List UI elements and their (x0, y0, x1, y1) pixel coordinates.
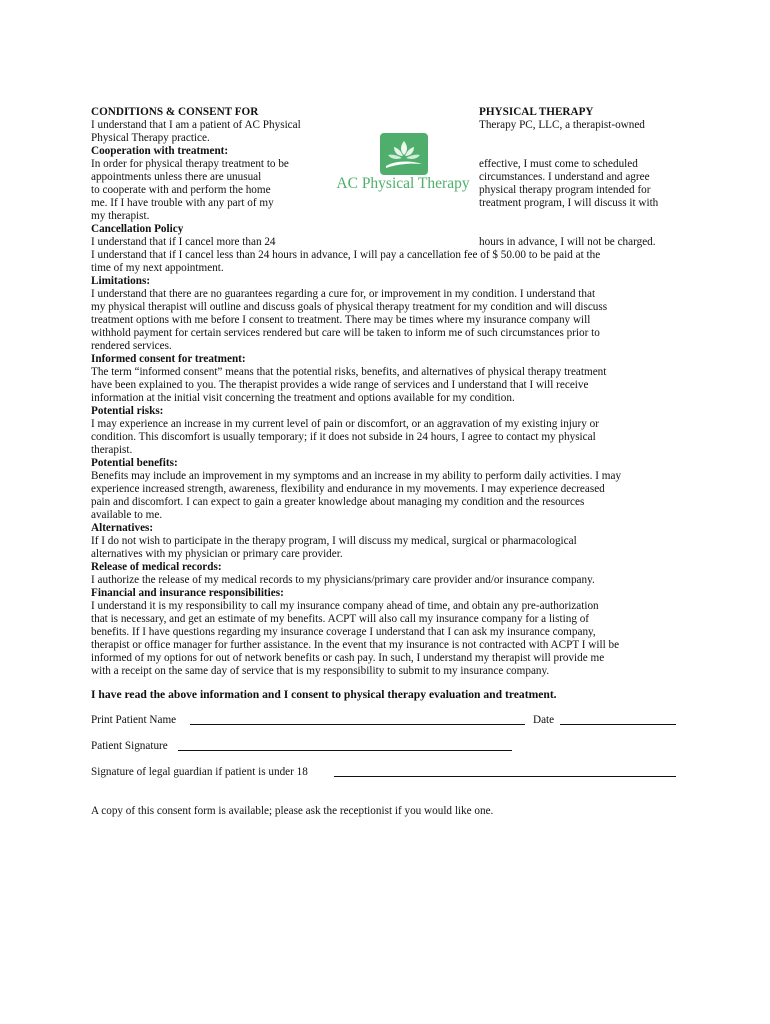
section-line-right: circumstances. I understand and agree (479, 171, 650, 183)
section-line: my physical therapist will outline and discuss goals of physical therapy treatment for my condition and will discuss (91, 301, 608, 313)
practice-logo (333, 131, 473, 195)
section-line: In order for physical therapy treatment to be (91, 158, 289, 170)
section-line: therapist or office manager for further assistance. In the event that my insurance is not contracted with ACPT I will be (91, 639, 620, 651)
footer-note: A copy of this consent form is available; please ask the receptionist if you would like one. (91, 805, 494, 817)
section-line: Benefits may include an improvement in my symptoms and an increase in my ability to perform daily activities. I may (91, 470, 622, 482)
signature-field[interactable] (178, 750, 512, 751)
print-name-label: Print Patient Name (91, 714, 177, 726)
section-line: The term “informed consent” means that the potential risks, benefits, and alternatives of physical therapy treatment (91, 366, 607, 378)
section-line: pain and discomfort. I can expect to gain a greater knowledge about managing my condition and the resources (91, 496, 585, 508)
section-heading: Alternatives: (91, 522, 154, 534)
section-line: time of my next appointment. (91, 262, 224, 274)
consent-declaration: I have read the above information and I consent to physical therapy evaluation and treatment. (91, 688, 557, 701)
section-line: informed of my options for out of network benefits or cash pay. In such, I understand my therapist will provide me (91, 652, 605, 664)
section-heading: Potential benefits: (91, 457, 178, 469)
date-label: Date (533, 714, 555, 726)
section-line: appointments unless there are unusual (91, 171, 262, 183)
section-line-right: hours in advance, I will not be charged. (479, 236, 656, 248)
date-field[interactable] (560, 724, 676, 725)
logo-text: AC Physical Therapy (336, 175, 470, 192)
section-line: I understand that if I cancel more than 24 (91, 236, 276, 248)
section-line: I understand that there are no guarantees regarding a cure for, or improvement in my condition. I understand that (91, 288, 596, 300)
section-line-right: treatment program, I will discuss it with (479, 197, 659, 209)
section-line: that is necessary, and get an estimate of my benefits. ACPT will also call my insurance company for a listing of (91, 613, 590, 625)
section-line: my therapist. (91, 210, 150, 222)
section-line: I understand that if I cancel less than 24 hours in advance, I will pay a cancellation fee of $ 50.00 to be paid at the (91, 249, 601, 261)
section-line: benefits. If I have questions regarding my insurance coverage I understand that I can ask my insurance company, (91, 626, 596, 638)
section-line: rendered services. (91, 340, 172, 352)
intro-line: I understand that I am a patient of AC Physical (91, 119, 301, 131)
intro-line-right: Therapy PC, LLC, a therapist-owned (479, 119, 645, 131)
intro-line: Physical Therapy practice. (91, 132, 210, 144)
section-line-right: physical therapy program intended for (479, 184, 651, 196)
section-line: have been explained to you. The therapist provides a wide range of services and I understand that I will receive (91, 379, 589, 391)
section-line: alternatives with my physician or primary care provider. (91, 548, 343, 560)
section-line: withhold payment for certain services rendered but care will be taken to inform me of such circumstances prior to (91, 327, 600, 339)
section-line: information at the initial visit concerning the treatment and options available for my condition. (91, 392, 515, 404)
signature-label: Patient Signature (91, 740, 168, 752)
section-heading: Cooperation with treatment: (91, 145, 229, 157)
section-line: me. If I have trouble with any part of my (91, 197, 274, 209)
section-heading: Cancellation Policy (91, 223, 184, 235)
section-heading: Informed consent for treatment: (91, 353, 246, 365)
section-heading: Potential risks: (91, 405, 164, 417)
section-line: I may experience an increase in my current level of pain or discomfort, or an aggravation of my existing injury or (91, 418, 599, 430)
section-line: I understand it is my responsibility to call my insurance company ahead of time, and obtain any pre-authorization (91, 600, 599, 612)
section-line: treatment options with me before I consent to treatment. There may be times where my insurance company will (91, 314, 591, 326)
section-line: experience increased strength, awareness, flexibility and endurance in my movements. I may experience decreased (91, 483, 605, 495)
section-heading: Release of medical records: (91, 561, 222, 573)
section-line: available to me. (91, 509, 163, 521)
print-name-field[interactable] (190, 724, 525, 725)
guardian-signature-label: Signature of legal guardian if patient is under 18 (91, 766, 308, 778)
form-title-right: PHYSICAL THERAPY (479, 106, 594, 118)
section-heading: Financial and insurance responsibilities: (91, 587, 284, 599)
logo-leaf-icon (380, 133, 428, 175)
section-line-right: effective, I must come to scheduled (479, 158, 638, 170)
section-line: therapist. (91, 444, 133, 456)
section-line: condition. This discomfort is usually temporary; if it does not subside in 24 hours, I agree to contact my physical (91, 431, 596, 443)
section-line: If I do not wish to participate in the therapy program, I will discuss my medical, surgical or pharmacological (91, 535, 577, 547)
section-line: I authorize the release of my medical records to my physicians/primary care provider and/or insurance company. (91, 574, 595, 586)
guardian-signature-field[interactable] (334, 776, 676, 777)
section-line: to cooperate with and perform the home (91, 184, 271, 196)
section-line: with a receipt on the same day of service that is my responsibility to submit to my insurance company. (91, 665, 550, 677)
form-title-left: CONDITIONS & CONSENT FOR (91, 106, 259, 118)
section-heading: Limitations: (91, 275, 151, 287)
